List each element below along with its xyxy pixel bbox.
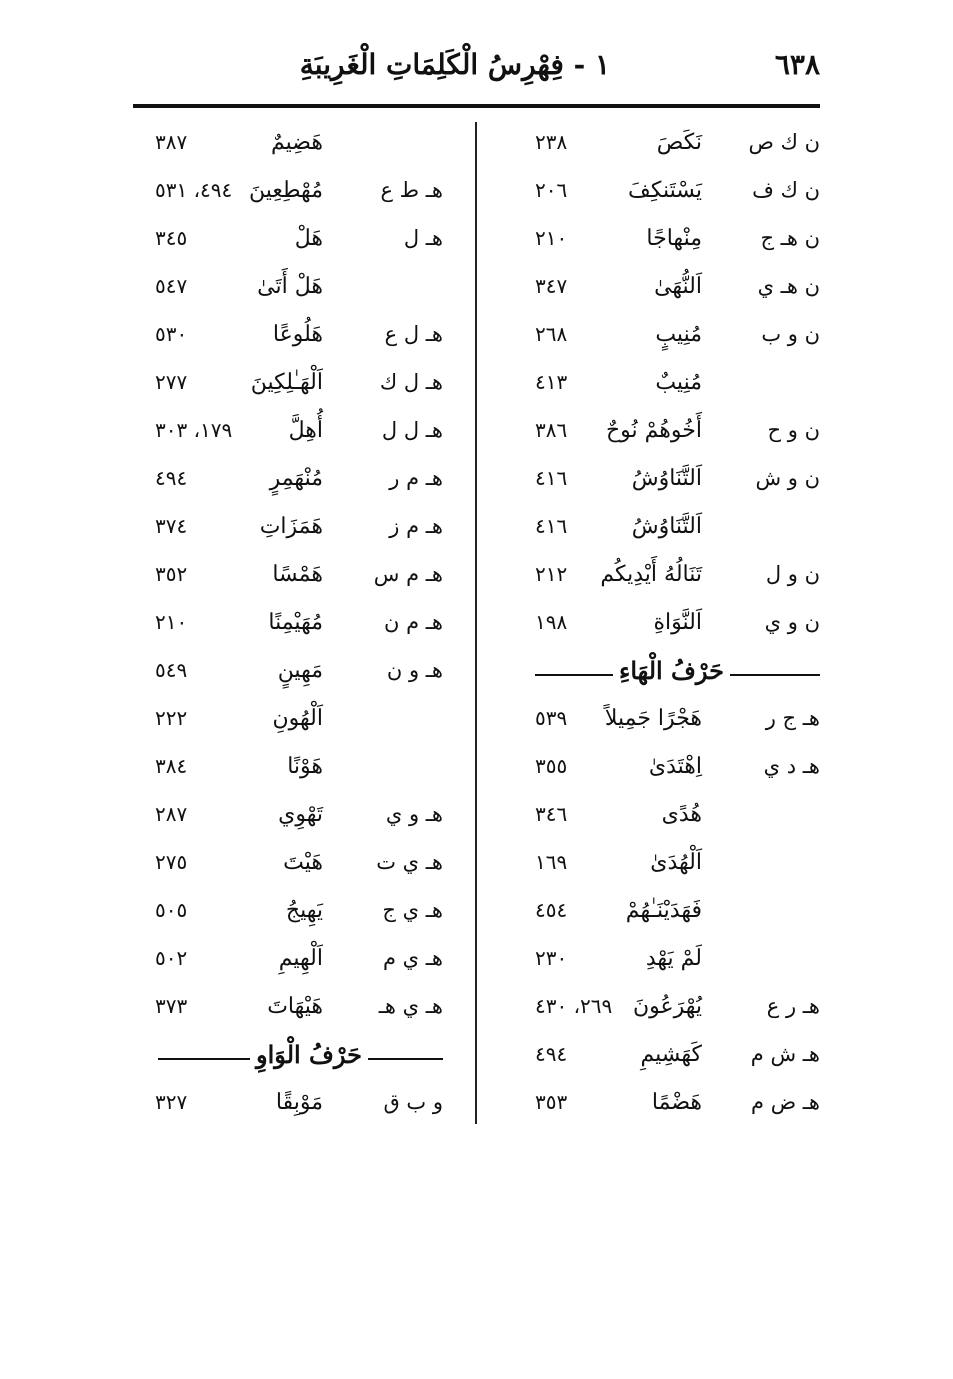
entry-word: يَسْتَنكِفَ <box>628 178 702 203</box>
index-entry <box>133 890 463 938</box>
index-entry <box>495 938 820 986</box>
index-entry <box>133 650 463 698</box>
index-entry <box>495 746 820 794</box>
entry-root: ن و ح <box>767 418 820 442</box>
entry-page: ٥٤٩ <box>155 658 188 682</box>
entry-page: ٤٩٤ <box>155 466 188 490</box>
index-entry <box>133 506 463 554</box>
index-entry <box>495 1082 820 1130</box>
entry-root: هـ ل <box>403 226 443 250</box>
index-entry <box>133 266 463 314</box>
index-entry <box>495 410 820 458</box>
page-header <box>133 40 820 100</box>
entry-root: هـ و ي <box>385 802 443 826</box>
entry-word: اَلتَّنَاوُشُ <box>631 514 702 539</box>
entry-root: و ب ق <box>383 1090 443 1114</box>
header-rule <box>133 104 820 108</box>
entry-word: اَلتَّنَاوُشُ <box>631 466 702 491</box>
entry-word: لَمْ يَهْدِ <box>645 946 702 971</box>
entry-word: هَيْتَ <box>283 850 323 875</box>
entry-root: هـ م ن <box>383 610 443 634</box>
entry-page: ٤١٦ <box>535 514 568 538</box>
entry-page: ٣٨٤ <box>155 754 188 778</box>
entry-word: تَنَالُهُ أَيْدِيكُم <box>600 562 702 587</box>
index-entry <box>495 362 820 410</box>
entry-page: ٢٧٥ <box>155 850 188 874</box>
entry-page: ٢١٠ <box>535 226 568 250</box>
page-title: ١ - فِهْرِسُ الْكَلِمَاتِ الْغَرِيبَةِ <box>299 48 610 81</box>
entry-page: ٣٥٥ <box>535 754 568 778</box>
entry-word: مُنِيبٌ <box>655 370 702 395</box>
entry-word: هَضِيمٌ <box>271 130 323 155</box>
entry-page: ٣٢٧ <box>155 1090 188 1114</box>
entry-page: ٢٣٨ <box>535 130 568 154</box>
entry-word: هَلْ <box>294 226 323 251</box>
index-entry <box>133 746 463 794</box>
index-entry <box>133 554 463 602</box>
entry-word: كَهَشِيمِ <box>640 1042 702 1067</box>
index-entry <box>133 794 463 842</box>
entry-page: ٣٥٢ <box>155 562 188 586</box>
section-heading <box>133 1034 463 1082</box>
entry-word: مَهِينٍ <box>277 658 323 683</box>
entry-page: ٣٤٦ <box>535 802 568 826</box>
entry-word: مَوْبِقًا <box>275 1090 323 1115</box>
section-title: حَرْفُ الْهَاءِ <box>613 656 730 685</box>
entry-root: هـ ش م <box>750 1042 820 1066</box>
entry-page: ٤٩٤ <box>535 1042 568 1066</box>
entry-word: أُهِلَّ <box>288 418 323 443</box>
entry-root: ن هـ ج <box>760 226 820 250</box>
entry-root: هـ ج ر <box>765 706 820 730</box>
entry-page: ٢٦٨ <box>535 322 568 346</box>
entry-root: هـ ي ج <box>382 898 443 922</box>
entry-word: اَلْهُونِ <box>272 706 323 731</box>
index-entry <box>495 890 820 938</box>
index-entry <box>133 170 463 218</box>
entry-page: ٢٢٢ <box>155 706 188 730</box>
entry-root: ن هـ ي <box>757 274 820 298</box>
index-entry <box>133 986 463 1034</box>
entry-page: ١٦٩ <box>535 850 568 874</box>
index-entry <box>495 506 820 554</box>
column-divider <box>475 122 477 1124</box>
index-entry <box>133 458 463 506</box>
entry-page: ١٩٨ <box>535 610 568 634</box>
entry-word: اِهْتَدَىٰ <box>648 754 702 779</box>
index-entry <box>133 938 463 986</box>
entry-word: اَلْهَـٰلِكِينَ <box>250 370 323 395</box>
entry-page: ٥٤٧ <box>155 274 188 298</box>
entry-root: ن و ي <box>764 610 820 634</box>
entry-page: ٤٥٤ <box>535 898 568 922</box>
index-entry <box>495 842 820 890</box>
entry-root: ن و ب <box>761 322 820 346</box>
entry-word: مُنْهَمِرٍ <box>269 466 323 491</box>
entry-word: هَضْمًا <box>651 1090 702 1115</box>
entry-page: ٥٣٩ <box>535 706 568 730</box>
entry-page: ٣٨٧ <box>155 130 188 154</box>
entry-word: يُهْرَعُونَ <box>632 994 702 1019</box>
right-column <box>495 122 820 1130</box>
entry-word: اَلنَّوَاةِ <box>653 610 702 635</box>
entry-root: هـ م ز <box>389 514 443 538</box>
entry-page: ٣٤٧ <box>535 274 568 298</box>
entry-page: ٣٤٥ <box>155 226 188 250</box>
entry-word: هَوْنًا <box>287 754 323 779</box>
page-number: ٦٣٨ <box>774 48 820 81</box>
entry-page: ٢٦٩، ٤٣٠ <box>535 994 613 1018</box>
index-entry <box>133 410 463 458</box>
section-title: حَرْفُ الْوَاوِ <box>250 1040 368 1069</box>
entry-page: ٣٧٤ <box>155 514 188 538</box>
index-entry <box>133 218 463 266</box>
entry-word: هَمَزَاتِ <box>259 514 323 539</box>
entry-root: هـ ل ك <box>379 370 443 394</box>
index-entry <box>495 266 820 314</box>
entry-root: هـ د ي <box>763 754 820 778</box>
entry-page: ٢٣٠ <box>535 946 568 970</box>
index-entry <box>495 170 820 218</box>
index-entry <box>133 122 463 170</box>
entry-word: يَهِيجُ <box>285 898 323 923</box>
entry-page: ٢٨٧ <box>155 802 188 826</box>
entry-page: ٣٥٣ <box>535 1090 568 1114</box>
index-entry <box>495 698 820 746</box>
entry-page: ٢٧٧ <box>155 370 188 394</box>
entry-page: ٥٣٠ <box>155 322 188 346</box>
entry-root: ن ك ص <box>748 130 820 154</box>
entry-page: ٥٠٥ <box>155 898 188 922</box>
entry-word: هُدًى <box>661 802 702 827</box>
entry-root: ن ك ف <box>752 178 820 202</box>
index-entry <box>495 986 820 1034</box>
entry-page: ٤١٦ <box>535 466 568 490</box>
index-entry <box>495 602 820 650</box>
entry-word: هَيْهَاتَ <box>267 994 323 1019</box>
entry-root: هـ ل ع <box>384 322 443 346</box>
index-entry <box>133 698 463 746</box>
entry-root: هـ ي ت <box>376 850 443 874</box>
index-entry <box>495 794 820 842</box>
entry-word: هَمْسًا <box>272 562 323 587</box>
entry-word: نَكَصَ <box>656 130 702 155</box>
section-heading <box>495 650 820 698</box>
index-entry <box>133 602 463 650</box>
index-entry <box>495 458 820 506</box>
entry-root: هـ م ر <box>389 466 443 490</box>
entry-root: هـ و ن <box>386 658 443 682</box>
entry-word: هَلْ أَتَىٰ <box>257 274 323 299</box>
entry-word: اَلْهِيمِ <box>278 946 323 971</box>
entry-word: هَلُوعًا <box>272 322 323 347</box>
entry-root: هـ ل ل <box>381 418 443 442</box>
entry-word: فَهَدَيْنَـٰهُمْ <box>625 898 702 923</box>
entry-root: ن و ل <box>765 562 820 586</box>
entry-root: ن و ش <box>755 466 820 490</box>
entry-root: هـ ي م <box>382 946 443 970</box>
entry-word: هَجْرًا جَمِيلاً <box>604 706 702 731</box>
index-entry <box>495 554 820 602</box>
index-entry <box>495 218 820 266</box>
entry-page: ٢١٠ <box>155 610 188 634</box>
entry-word: اَلنُّهَىٰ <box>654 274 702 299</box>
index-entry <box>133 314 463 362</box>
entry-page: ٤٩٤، ٥٣١ <box>155 178 233 202</box>
left-column <box>133 122 463 1130</box>
entry-page: ٤١٣ <box>535 370 568 394</box>
entry-word: تَهْوِي <box>278 802 323 827</box>
entry-word: أَخُوهُمْ نُوحٌ <box>605 418 702 443</box>
entry-root: هـ ط ع <box>380 178 443 202</box>
entry-root: هـ ي هـ <box>378 994 443 1018</box>
index-entry <box>495 1034 820 1082</box>
entry-root: هـ ر ع <box>766 994 820 1018</box>
entry-word: مُهْطِعِينَ <box>249 178 323 203</box>
entry-page: ٢٠٦ <box>535 178 568 202</box>
index-entry <box>495 122 820 170</box>
entry-page: ١٧٩، ٣٠٣ <box>155 418 233 442</box>
entry-page: ٢١٢ <box>535 562 568 586</box>
entry-word: مُنِيبٍ <box>655 322 702 347</box>
entry-word: مُهَيْمِنًا <box>268 610 323 635</box>
entry-page: ٥٠٢ <box>155 946 188 970</box>
index-entry <box>133 362 463 410</box>
entry-page: ٣٨٦ <box>535 418 568 442</box>
entry-page: ٣٧٣ <box>155 994 188 1018</box>
index-entry <box>495 314 820 362</box>
index-entry <box>133 842 463 890</box>
index-entry <box>133 1082 463 1130</box>
entry-word: مِنْهاجًا <box>646 226 702 251</box>
entry-root: هـ ض م <box>751 1090 820 1114</box>
entry-word: اَلْهُدَىٰ <box>650 850 702 875</box>
entry-root: هـ م س <box>373 562 443 586</box>
